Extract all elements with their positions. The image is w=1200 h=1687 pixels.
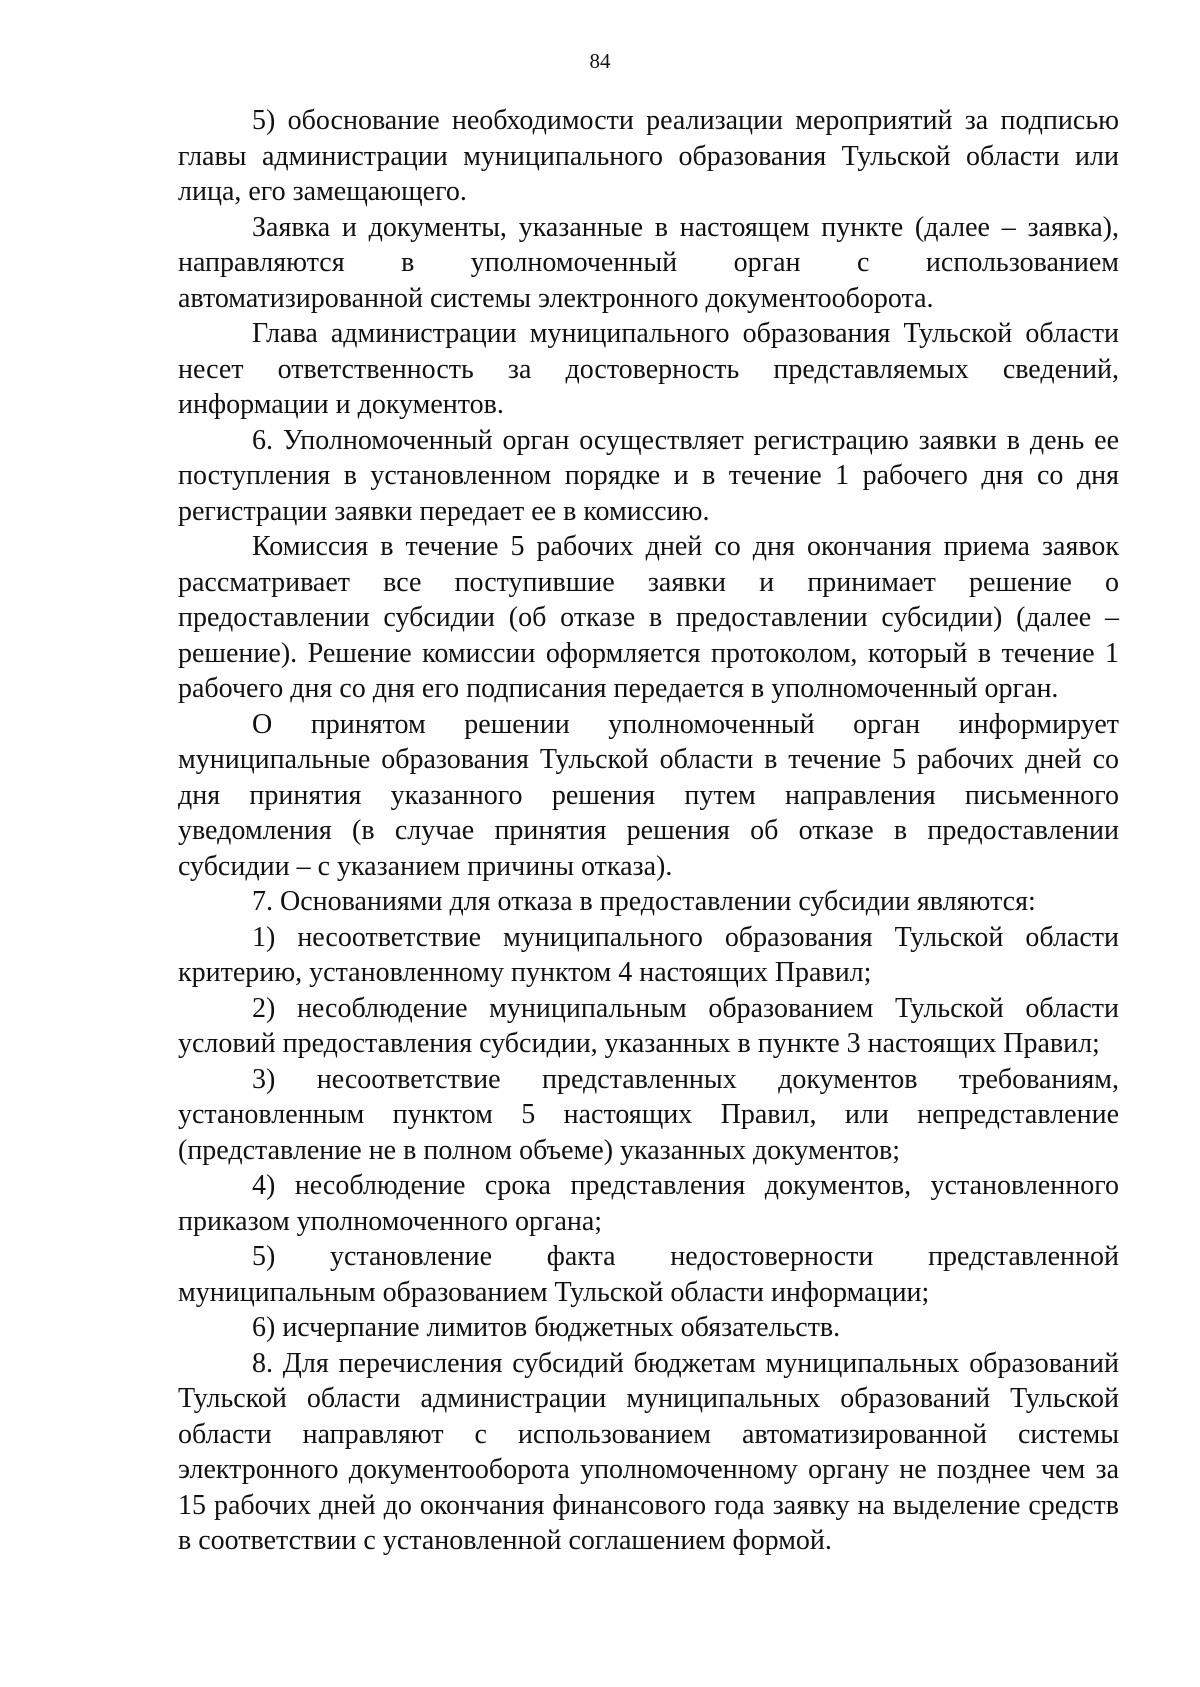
list-item-refusal-2: 2) несоблюдение муниципальным образованием Тульской области условий предоставления субсидии, указанных в пункте 3 настоящих Правил; (178, 992, 1119, 1059)
paragraph-refusal-grounds-heading: 7. Основаниями для отказа в предоставлении субсидии являются: (252, 886, 1036, 917)
paragraph-justification-signature: 5) обоснование необходимости реализации мероприятий за подписью главы администрации муниципального образования Тульской области или лица, его замещающего. (178, 105, 1119, 207)
document-body (178, 103, 1119, 1559)
list-item-refusal-6: 6) исчерпание лимитов бюджетных обязательств. (252, 1312, 841, 1343)
paragraph-commission-review: Комиссия в течение 5 рабочих дней со дня окончания приема заявок рассматривает все поступившие заявки и принимает решение о предоставлении субсидии (об отказе в предоставлении субсидии) (далее – решение). Решение комиссии оформляется протоколом, который в течение 1 рабочего дня со дня его подписания передается в уполномоченный орган. (178, 531, 1119, 704)
list-item-refusal-1: 1) несоответствие муниципального образования Тульской области критерию, установленному пунктом 4 настоящих Правил; (178, 921, 1119, 988)
list-item-refusal-3: 3) несоответствие представленных документов требованиям, установленным пунктом 5 настоящих Правил, или непредставление (представление не в полном объеме) указанных документов; (178, 1063, 1119, 1166)
paragraph-decision-notification: О принятом решении уполномоченный орган информирует муниципальные образования Тульской области в течение 5 рабочих дней со дня принятия указанного решения путем направления письменного уведомления (в случае принятия решения об отказе в предоставлении субсидии – с указанием причины отказа). (178, 708, 1119, 882)
paragraph-head-responsibility: Глава администрации муниципального образования Тульской области несет ответственность за достоверность представляемых сведений, информации и документов. (178, 318, 1119, 420)
page-number: 84 (589, 49, 611, 73)
list-item-refusal-4: 4) несоблюдение срока представления документов, установленного приказом уполномоченного органа; (178, 1170, 1119, 1237)
paragraph-subsidy-transfer: 8. Для перечисления субсидий бюджетам муниципальных образований Тульской области администрации муниципальных образований Тульской области направляют с использованием автоматизированной системы электронного документооборота уполномоченному органу не позднее чем за 15 рабочих дней до окончания финансового года заявку на выделение средств в соответствии с установленной соглашением формой. (178, 1347, 1119, 1556)
paragraph-application-submission: Заявка и документы, указанные в настоящем пункте (далее – заявка), направляются в уполномоченный орган с использованием автоматизированной системы электронного документооборота. (178, 211, 1119, 314)
paragraph-registration: 6. Уполномоченный орган осуществляет регистрацию заявки в день ее поступления в установленном порядке и в течение 1 рабочего дня со дня регистрации заявки передает ее в комиссию. (178, 424, 1119, 527)
list-item-refusal-5: 5) установление факта недостоверности представленной муниципальным образованием Тульской области информации; (178, 1241, 1119, 1308)
